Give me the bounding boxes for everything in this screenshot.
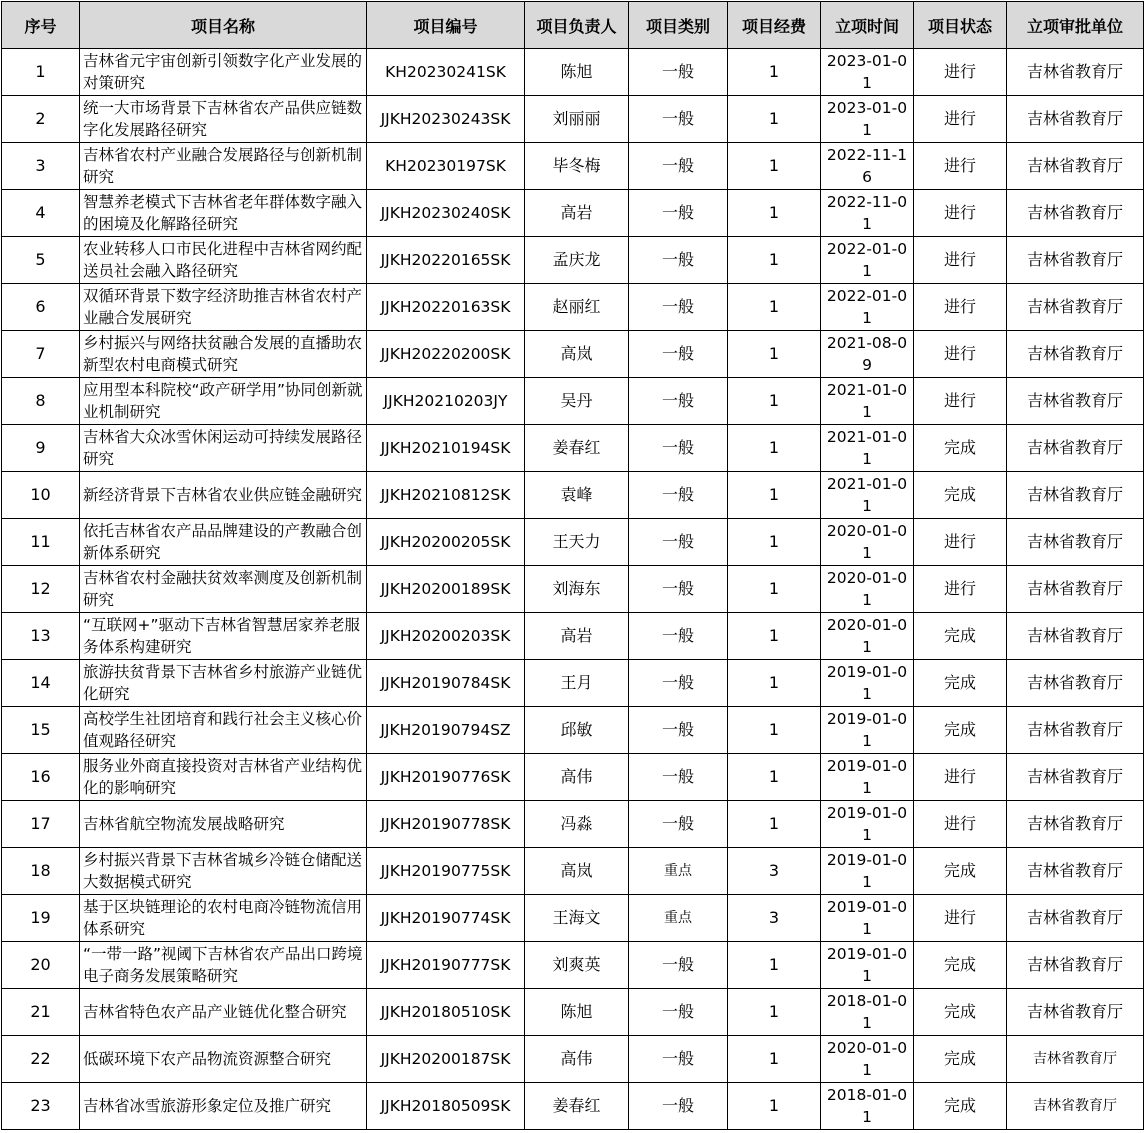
table-row bbox=[2, 754, 1144, 801]
table-row bbox=[2, 801, 1144, 848]
cell-fund: 1 bbox=[728, 754, 821, 801]
cell-leader: 高伟 bbox=[525, 1036, 629, 1083]
cell-unit: 吉林省教育厅 bbox=[1007, 660, 1144, 707]
cell-fund: 1 bbox=[728, 190, 821, 237]
cell-fund: 1 bbox=[728, 613, 821, 660]
cell-fund: 1 bbox=[728, 472, 821, 519]
cell-date: 2022-01-01 bbox=[821, 237, 914, 284]
cell-category: 一般 bbox=[629, 49, 728, 96]
cell-project-code: JJKH20180510SK bbox=[367, 989, 525, 1036]
cell-unit: 吉林省教育厅 bbox=[1007, 425, 1144, 472]
cell-fund: 1 bbox=[728, 237, 821, 284]
cell-no: 7 bbox=[2, 331, 80, 378]
cell-no: 19 bbox=[2, 895, 80, 942]
cell-status: 完成 bbox=[914, 848, 1007, 895]
cell-project-name: 吉林省特色农产品产业链优化整合研究 bbox=[80, 989, 367, 1036]
cell-fund: 1 bbox=[728, 707, 821, 754]
cell-category: 一般 bbox=[629, 331, 728, 378]
cell-leader: 姜春红 bbox=[525, 425, 629, 472]
cell-unit: 吉林省教育厅 bbox=[1007, 378, 1144, 425]
table-row bbox=[2, 49, 1144, 96]
cell-project-code: JJKH20200205SK bbox=[367, 519, 525, 566]
table-row bbox=[2, 284, 1144, 331]
cell-category: 一般 bbox=[629, 1036, 728, 1083]
table-row bbox=[2, 143, 1144, 190]
cell-leader: 孟庆龙 bbox=[525, 237, 629, 284]
cell-category: 一般 bbox=[629, 519, 728, 566]
cell-fund: 1 bbox=[728, 331, 821, 378]
cell-project-name: 乡村振兴与网络扶贫融合发展的直播助农新型农村电商模式研究 bbox=[80, 331, 367, 378]
cell-no: 2 bbox=[2, 96, 80, 143]
table-row bbox=[2, 378, 1144, 425]
cell-leader: 姜春红 bbox=[525, 1083, 629, 1130]
cell-leader: 冯淼 bbox=[525, 801, 629, 848]
cell-status: 完成 bbox=[914, 989, 1007, 1036]
cell-date: 2019-01-01 bbox=[821, 848, 914, 895]
cell-status: 完成 bbox=[914, 613, 1007, 660]
cell-no: 22 bbox=[2, 1036, 80, 1083]
cell-fund: 1 bbox=[728, 801, 821, 848]
cell-no: 21 bbox=[2, 989, 80, 1036]
table-body bbox=[2, 49, 1144, 1130]
cell-no: 9 bbox=[2, 425, 80, 472]
cell-project-name: “一带一路”视阈下吉林省农产品出口跨境电子商务发展策略研究 bbox=[80, 942, 367, 989]
table-row bbox=[2, 96, 1144, 143]
table-row bbox=[2, 566, 1144, 613]
cell-fund: 1 bbox=[728, 143, 821, 190]
cell-project-name: 吉林省航空物流发展战略研究 bbox=[80, 801, 367, 848]
cell-fund: 1 bbox=[728, 96, 821, 143]
cell-category: 一般 bbox=[629, 96, 728, 143]
cell-project-name: 新经济背景下吉林省农业供应链金融研究 bbox=[80, 472, 367, 519]
cell-unit: 吉林省教育厅 bbox=[1007, 237, 1144, 284]
cell-leader: 陈旭 bbox=[525, 49, 629, 96]
table-row bbox=[2, 895, 1144, 942]
cell-leader: 吴丹 bbox=[525, 378, 629, 425]
header-name: 项目名称 bbox=[80, 2, 367, 49]
cell-date: 2023-01-01 bbox=[821, 96, 914, 143]
cell-no: 1 bbox=[2, 49, 80, 96]
cell-project-code: JJKH20200203SK bbox=[367, 613, 525, 660]
cell-category: 一般 bbox=[629, 989, 728, 1036]
cell-project-code: JJKH20220200SK bbox=[367, 331, 525, 378]
cell-project-name: 吉林省冰雪旅游形象定位及推广研究 bbox=[80, 1083, 367, 1130]
cell-project-code: JJKH20190775SK bbox=[367, 848, 525, 895]
cell-fund: 1 bbox=[728, 942, 821, 989]
cell-leader: 毕冬梅 bbox=[525, 143, 629, 190]
cell-status: 进行 bbox=[914, 754, 1007, 801]
cell-leader: 邱敏 bbox=[525, 707, 629, 754]
table-row bbox=[2, 425, 1144, 472]
cell-status: 完成 bbox=[914, 1083, 1007, 1130]
cell-status: 进行 bbox=[914, 331, 1007, 378]
cell-unit: 吉林省教育厅 bbox=[1007, 895, 1144, 942]
cell-status: 完成 bbox=[914, 707, 1007, 754]
table-row bbox=[2, 237, 1144, 284]
cell-status: 完成 bbox=[914, 472, 1007, 519]
cell-category: 重点 bbox=[629, 848, 728, 895]
cell-unit: 吉林省教育厅 bbox=[1007, 989, 1144, 1036]
cell-date: 2020-01-01 bbox=[821, 566, 914, 613]
header-date: 立项时间 bbox=[821, 2, 914, 49]
cell-no: 10 bbox=[2, 472, 80, 519]
cell-project-code: JJKH20210812SK bbox=[367, 472, 525, 519]
cell-status: 进行 bbox=[914, 49, 1007, 96]
cell-status: 进行 bbox=[914, 566, 1007, 613]
cell-date: 2020-01-01 bbox=[821, 1036, 914, 1083]
cell-status: 进行 bbox=[914, 378, 1007, 425]
cell-no: 20 bbox=[2, 942, 80, 989]
cell-unit: 吉林省教育厅 bbox=[1007, 707, 1144, 754]
cell-leader: 陈旭 bbox=[525, 989, 629, 1036]
cell-unit: 吉林省教育厅 bbox=[1007, 49, 1144, 96]
cell-project-name: 乡村振兴背景下吉林省城乡冷链仓储配送大数据模式研究 bbox=[80, 848, 367, 895]
header-status: 项目状态 bbox=[914, 2, 1007, 49]
cell-leader: 刘爽英 bbox=[525, 942, 629, 989]
cell-category: 重点 bbox=[629, 895, 728, 942]
cell-leader: 刘丽丽 bbox=[525, 96, 629, 143]
cell-leader: 高岚 bbox=[525, 848, 629, 895]
table-row bbox=[2, 707, 1144, 754]
cell-category: 一般 bbox=[629, 566, 728, 613]
header-leader: 项目负责人 bbox=[525, 2, 629, 49]
cell-fund: 1 bbox=[728, 49, 821, 96]
header-fund: 项目经费 bbox=[728, 2, 821, 49]
cell-status: 进行 bbox=[914, 190, 1007, 237]
cell-leader: 高岩 bbox=[525, 190, 629, 237]
cell-project-name: “互联网+”驱动下吉林省智慧居家养老服务体系构建研究 bbox=[80, 613, 367, 660]
cell-project-name: 吉林省农村金融扶贫效率测度及创新机制研究 bbox=[80, 566, 367, 613]
cell-no: 16 bbox=[2, 754, 80, 801]
cell-leader: 高伟 bbox=[525, 754, 629, 801]
cell-unit: 吉林省教育厅 bbox=[1007, 848, 1144, 895]
cell-project-name: 吉林省大众冰雪休闲运动可持续发展路径研究 bbox=[80, 425, 367, 472]
cell-project-name: 低碳环境下农产品物流资源整合研究 bbox=[80, 1036, 367, 1083]
cell-category: 一般 bbox=[629, 801, 728, 848]
cell-unit: 吉林省教育厅 bbox=[1007, 1036, 1144, 1083]
cell-unit: 吉林省教育厅 bbox=[1007, 96, 1144, 143]
table-row bbox=[2, 472, 1144, 519]
cell-no: 3 bbox=[2, 143, 80, 190]
cell-project-code: JJKH20190777SK bbox=[367, 942, 525, 989]
cell-date: 2019-01-01 bbox=[821, 707, 914, 754]
cell-no: 14 bbox=[2, 660, 80, 707]
cell-fund: 3 bbox=[728, 848, 821, 895]
cell-leader: 王海文 bbox=[525, 895, 629, 942]
cell-leader: 王天力 bbox=[525, 519, 629, 566]
cell-project-code: JJKH20220163SK bbox=[367, 284, 525, 331]
cell-date: 2022-01-01 bbox=[821, 284, 914, 331]
cell-date: 2019-01-01 bbox=[821, 942, 914, 989]
cell-leader: 高岩 bbox=[525, 613, 629, 660]
cell-no: 23 bbox=[2, 1083, 80, 1130]
header-code: 项目编号 bbox=[367, 2, 525, 49]
cell-category: 一般 bbox=[629, 425, 728, 472]
cell-date: 2021-01-01 bbox=[821, 425, 914, 472]
cell-unit: 吉林省教育厅 bbox=[1007, 1083, 1144, 1130]
cell-no: 15 bbox=[2, 707, 80, 754]
cell-date: 2019-01-01 bbox=[821, 895, 914, 942]
cell-project-name: 双循环背景下数字经济助推吉林省农村产业融合发展研究 bbox=[80, 284, 367, 331]
cell-no: 13 bbox=[2, 613, 80, 660]
cell-status: 进行 bbox=[914, 284, 1007, 331]
cell-category: 一般 bbox=[629, 143, 728, 190]
cell-project-name: 基于区块链理论的农村电商冷链物流信用体系研究 bbox=[80, 895, 367, 942]
cell-fund: 1 bbox=[728, 1036, 821, 1083]
cell-unit: 吉林省教育厅 bbox=[1007, 613, 1144, 660]
cell-leader: 赵丽红 bbox=[525, 284, 629, 331]
cell-project-code: KH20230241SK bbox=[367, 49, 525, 96]
table-row bbox=[2, 190, 1144, 237]
cell-date: 2018-01-01 bbox=[821, 1083, 914, 1130]
cell-unit: 吉林省教育厅 bbox=[1007, 519, 1144, 566]
cell-status: 进行 bbox=[914, 801, 1007, 848]
cell-project-name: 统一大市场背景下吉林省农产品供应链数字化发展路径研究 bbox=[80, 96, 367, 143]
cell-unit: 吉林省教育厅 bbox=[1007, 190, 1144, 237]
cell-unit: 吉林省教育厅 bbox=[1007, 143, 1144, 190]
cell-date: 2018-01-01 bbox=[821, 989, 914, 1036]
cell-category: 一般 bbox=[629, 942, 728, 989]
cell-fund: 1 bbox=[728, 425, 821, 472]
cell-date: 2023-01-01 bbox=[821, 49, 914, 96]
cell-status: 进行 bbox=[914, 519, 1007, 566]
cell-project-name: 服务业外商直接投资对吉林省产业结构优化的影响研究 bbox=[80, 754, 367, 801]
cell-category: 一般 bbox=[629, 284, 728, 331]
cell-date: 2019-01-01 bbox=[821, 801, 914, 848]
table-row bbox=[2, 942, 1144, 989]
table-row bbox=[2, 331, 1144, 378]
cell-status: 完成 bbox=[914, 1036, 1007, 1083]
table-row bbox=[2, 613, 1144, 660]
table-row bbox=[2, 1083, 1144, 1130]
cell-date: 2021-01-01 bbox=[821, 378, 914, 425]
cell-no: 4 bbox=[2, 190, 80, 237]
cell-no: 6 bbox=[2, 284, 80, 331]
cell-date: 2020-01-01 bbox=[821, 519, 914, 566]
header-category: 项目类别 bbox=[629, 2, 728, 49]
cell-project-code: KH20230197SK bbox=[367, 143, 525, 190]
cell-category: 一般 bbox=[629, 472, 728, 519]
cell-fund: 3 bbox=[728, 895, 821, 942]
cell-project-name: 农业转移人口市民化进程中吉林省网约配送员社会融入路径研究 bbox=[80, 237, 367, 284]
header-unit: 立项审批单位 bbox=[1007, 2, 1144, 49]
cell-date: 2019-01-01 bbox=[821, 660, 914, 707]
header-no: 序号 bbox=[2, 2, 80, 49]
cell-project-code: JJKH20210194SK bbox=[367, 425, 525, 472]
cell-project-code: JJKH20190776SK bbox=[367, 754, 525, 801]
cell-project-code: JJKH20210203JY bbox=[367, 378, 525, 425]
cell-unit: 吉林省教育厅 bbox=[1007, 942, 1144, 989]
cell-unit: 吉林省教育厅 bbox=[1007, 331, 1144, 378]
cell-category: 一般 bbox=[629, 613, 728, 660]
cell-status: 进行 bbox=[914, 96, 1007, 143]
cell-project-code: JJKH20230240SK bbox=[367, 190, 525, 237]
cell-category: 一般 bbox=[629, 660, 728, 707]
cell-fund: 1 bbox=[728, 1083, 821, 1130]
cell-date: 2021-08-09 bbox=[821, 331, 914, 378]
cell-fund: 1 bbox=[728, 284, 821, 331]
cell-project-code: JJKH20220165SK bbox=[367, 237, 525, 284]
cell-date: 2020-01-01 bbox=[821, 613, 914, 660]
cell-project-code: JJKH20230243SK bbox=[367, 96, 525, 143]
cell-unit: 吉林省教育厅 bbox=[1007, 472, 1144, 519]
cell-project-code: JJKH20190784SK bbox=[367, 660, 525, 707]
cell-project-code: JJKH20200189SK bbox=[367, 566, 525, 613]
cell-leader: 袁峰 bbox=[525, 472, 629, 519]
cell-unit: 吉林省教育厅 bbox=[1007, 754, 1144, 801]
cell-unit: 吉林省教育厅 bbox=[1007, 566, 1144, 613]
table-row bbox=[2, 1036, 1144, 1083]
cell-project-name: 吉林省元宇宙创新引领数字化产业发展的对策研究 bbox=[80, 49, 367, 96]
cell-category: 一般 bbox=[629, 1083, 728, 1130]
cell-unit: 吉林省教育厅 bbox=[1007, 284, 1144, 331]
cell-project-name: 智慧养老模式下吉林省老年群体数字融入的困境及化解路径研究 bbox=[80, 190, 367, 237]
table-row bbox=[2, 989, 1144, 1036]
cell-status: 进行 bbox=[914, 895, 1007, 942]
cell-status: 完成 bbox=[914, 942, 1007, 989]
cell-no: 8 bbox=[2, 378, 80, 425]
cell-leader: 刘海东 bbox=[525, 566, 629, 613]
cell-category: 一般 bbox=[629, 754, 728, 801]
cell-project-code: JJKH20190778SK bbox=[367, 801, 525, 848]
cell-project-name: 吉林省农村产业融合发展路径与创新机制研究 bbox=[80, 143, 367, 190]
table-row bbox=[2, 660, 1144, 707]
cell-status: 完成 bbox=[914, 660, 1007, 707]
cell-fund: 1 bbox=[728, 519, 821, 566]
cell-fund: 1 bbox=[728, 660, 821, 707]
cell-leader: 王月 bbox=[525, 660, 629, 707]
cell-no: 17 bbox=[2, 801, 80, 848]
cell-project-code: JJKH20200187SK bbox=[367, 1036, 525, 1083]
cell-date: 2022-11-01 bbox=[821, 190, 914, 237]
header-row bbox=[2, 2, 1144, 49]
cell-project-name: 应用型本科院校“政产研学用”协同创新就业机制研究 bbox=[80, 378, 367, 425]
cell-fund: 1 bbox=[728, 378, 821, 425]
cell-category: 一般 bbox=[629, 707, 728, 754]
cell-no: 12 bbox=[2, 566, 80, 613]
cell-no: 11 bbox=[2, 519, 80, 566]
project-table bbox=[1, 1, 1144, 1130]
table-row bbox=[2, 519, 1144, 566]
cell-project-name: 高校学生社团培育和践行社会主义核心价值观路径研究 bbox=[80, 707, 367, 754]
cell-leader: 高岚 bbox=[525, 331, 629, 378]
cell-status: 进行 bbox=[914, 237, 1007, 284]
cell-category: 一般 bbox=[629, 237, 728, 284]
cell-date: 2019-01-01 bbox=[821, 754, 914, 801]
cell-unit: 吉林省教育厅 bbox=[1007, 801, 1144, 848]
cell-project-code: JJKH20180509SK bbox=[367, 1083, 525, 1130]
cell-fund: 1 bbox=[728, 989, 821, 1036]
cell-status: 进行 bbox=[914, 143, 1007, 190]
cell-category: 一般 bbox=[629, 190, 728, 237]
cell-status: 完成 bbox=[914, 425, 1007, 472]
cell-project-name: 依托吉林省农产品品牌建设的产教融合创新体系研究 bbox=[80, 519, 367, 566]
table-row bbox=[2, 848, 1144, 895]
cell-no: 18 bbox=[2, 848, 80, 895]
cell-date: 2021-01-01 bbox=[821, 472, 914, 519]
cell-fund: 1 bbox=[728, 566, 821, 613]
cell-project-name: 旅游扶贫背景下吉林省乡村旅游产业链优化研究 bbox=[80, 660, 367, 707]
cell-project-code: JJKH20190774SK bbox=[367, 895, 525, 942]
cell-category: 一般 bbox=[629, 378, 728, 425]
cell-no: 5 bbox=[2, 237, 80, 284]
cell-project-code: JJKH20190794SZ bbox=[367, 707, 525, 754]
cell-date: 2022-11-16 bbox=[821, 143, 914, 190]
